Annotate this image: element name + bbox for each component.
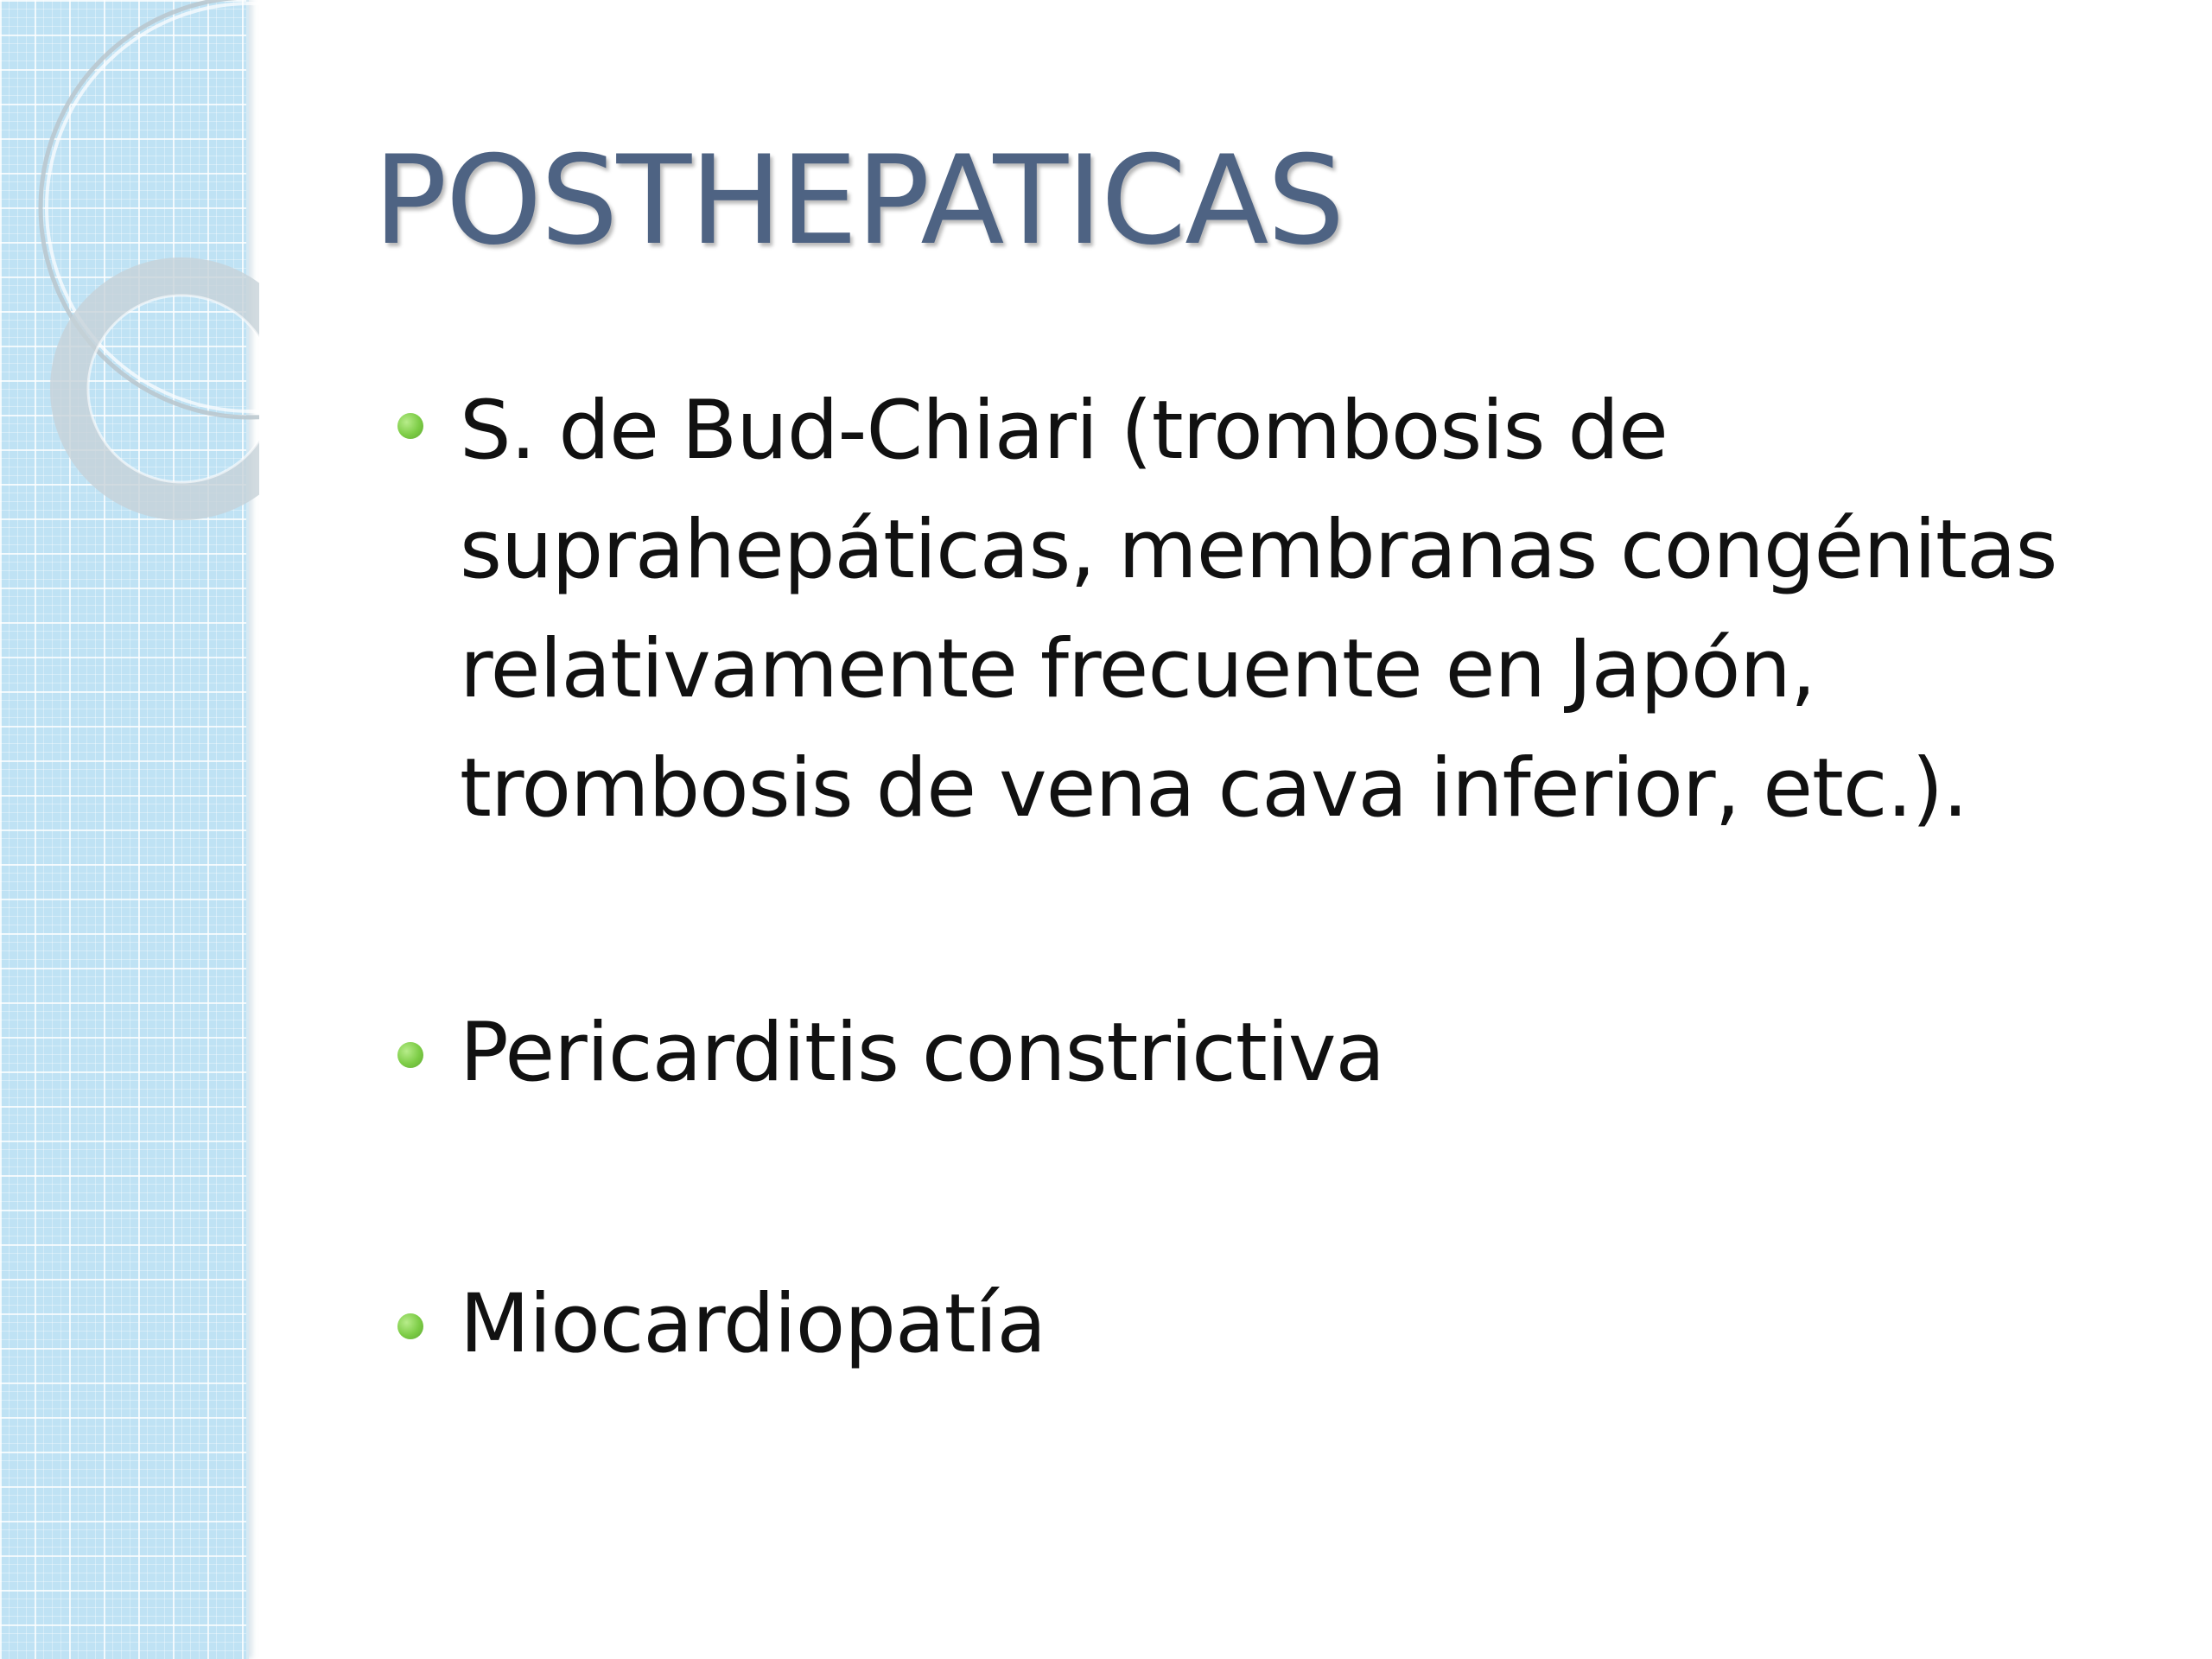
bullet-dot-icon [397,1313,423,1339]
bullet-text: Pericarditis constrictiva [460,1006,1385,1100]
bullet-dot-icon [397,1042,423,1068]
bullet-text: S. de Bud-Chiari (trombosis de suprahepáticas, membranas congénitas relativamente frecuente en Japón, trombosis de vena cava inferior, etc.). [460,384,2057,836]
bullet-dot-icon [397,413,423,439]
side-panel-grid [0,0,249,1659]
bullet-text: Miocardiopatía [460,1277,1046,1371]
slide-title: POSTHEPATICAS [373,130,1344,272]
